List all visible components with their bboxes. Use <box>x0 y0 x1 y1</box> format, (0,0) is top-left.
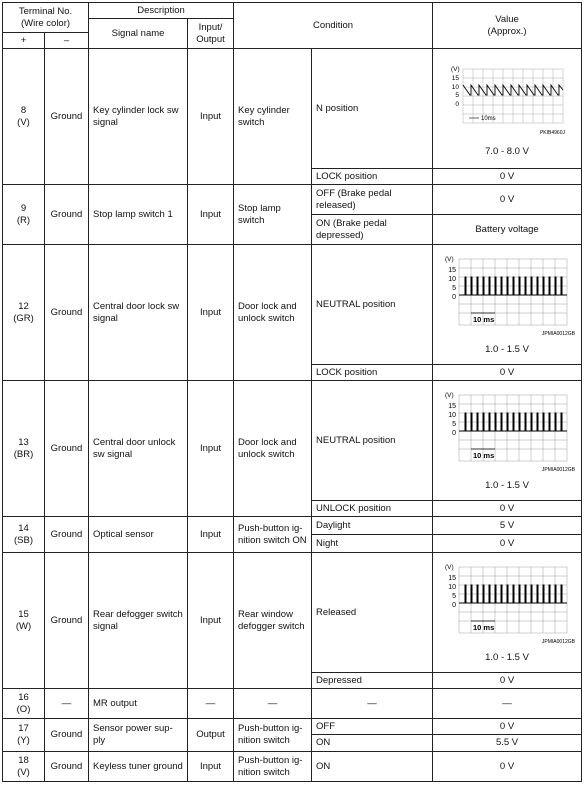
svg-text:10: 10 <box>448 583 457 591</box>
terminal-minus: Ground <box>45 381 89 517</box>
signal-name: Stop lamp switch 1 <box>89 185 188 245</box>
signal-name: MR output <box>89 689 188 719</box>
svg-text:5: 5 <box>455 91 460 99</box>
time-scale-label: 10ms <box>481 115 496 122</box>
time-scale-label: 10 ms <box>473 450 495 460</box>
waveform-units: (V) <box>451 65 460 73</box>
terminal-plus: 12 (GR) <box>3 245 45 381</box>
time-scale-label: 10 ms <box>473 314 495 324</box>
signal-value: — <box>433 689 582 719</box>
terminal-plus: 9 (R) <box>3 185 45 245</box>
signal-name: Sensor power sup- ply <box>89 719 188 752</box>
condition-state: UNLOCK position <box>312 501 433 517</box>
input-output: Input <box>188 245 234 381</box>
terminal-plus: 8 (V) <box>3 49 45 185</box>
signal-value: 0 V <box>433 169 582 185</box>
terminal-minus: — <box>45 689 89 719</box>
condition-state: Night <box>312 535 433 553</box>
terminal-minus: Ground <box>45 245 89 381</box>
signal-value: 1.0 - 1.5 V <box>485 479 529 491</box>
signal-value: 0 V <box>433 501 582 517</box>
signal-value: 5.5 V <box>433 735 582 752</box>
signal-value: 0 V <box>433 185 582 215</box>
svg-text:(V): (V) <box>445 563 454 571</box>
signal-value: 0 V <box>433 719 582 735</box>
signal-name: Optical sensor <box>89 517 188 553</box>
signal-value: 7.0 - 8.0 V <box>485 145 529 157</box>
signal-name: Keyless tuner ground <box>89 752 188 782</box>
header-description: Description <box>89 3 234 19</box>
svg-text:0: 0 <box>452 601 457 609</box>
terminal-minus: Ground <box>45 719 89 752</box>
input-output: — <box>188 689 234 719</box>
condition: Stop lamp switch <box>234 185 312 245</box>
terminal-table <box>2 2 582 782</box>
input-output: Input <box>188 517 234 553</box>
svg-text:5: 5 <box>452 420 457 428</box>
signal-value: 0 V <box>433 535 582 553</box>
svg-text:10: 10 <box>451 83 460 91</box>
condition-state: ON (Brake pedal depressed) <box>312 215 433 245</box>
svg-text:(V): (V) <box>445 255 454 263</box>
svg-text:0: 0 <box>452 429 457 437</box>
header-terminal-no: Terminal No. (Wire color) <box>3 3 89 33</box>
oscilloscope-waveform <box>437 391 577 479</box>
waveform-cell <box>433 245 582 365</box>
condition-state: Depressed <box>312 673 433 689</box>
input-output: Input <box>188 185 234 245</box>
condition-state: Daylight <box>312 517 433 535</box>
svg-text:5: 5 <box>452 284 457 292</box>
condition-state: ON <box>312 735 433 752</box>
header-condition: Condition <box>234 3 433 49</box>
signal-value: 1.0 - 1.5 V <box>485 343 529 355</box>
header-minus: – <box>45 33 89 49</box>
waveform-cell <box>433 381 582 501</box>
svg-text:10: 10 <box>448 411 457 419</box>
header-input-output: Input/ Output <box>188 19 234 49</box>
terminal-plus: 16 (O) <box>3 689 45 719</box>
svg-text:5: 5 <box>452 592 457 600</box>
waveform-cell <box>433 49 582 169</box>
condition-state: ON <box>312 752 433 782</box>
condition-state: Released <box>312 553 433 673</box>
signal-value: 0 V <box>433 752 582 782</box>
signal-name: Central door lock sw signal <box>89 245 188 381</box>
header-value: Value (Approx.) <box>433 3 582 49</box>
terminal-minus: Ground <box>45 185 89 245</box>
input-output: Output <box>188 719 234 752</box>
time-scale-label: 10 ms <box>473 622 495 632</box>
condition-state: OFF (Brake pedal released) <box>312 185 433 215</box>
terminal-plus: 14 (SB) <box>3 517 45 553</box>
terminal-minus: Ground <box>45 752 89 782</box>
input-output: Input <box>188 553 234 689</box>
signal-value: 0 V <box>433 365 582 381</box>
condition-state: NEUTRAL position <box>312 381 433 501</box>
condition-state: NEUTRAL position <box>312 245 433 365</box>
svg-text:10: 10 <box>448 275 457 283</box>
figure-code: JPMIA0012GB <box>541 638 576 645</box>
signal-name: Key cylinder lock sw signal <box>89 49 188 185</box>
condition-state: OFF <box>312 719 433 735</box>
condition: Key cylinder switch <box>234 49 312 185</box>
signal-value: 0 V <box>433 673 582 689</box>
terminal-minus: Ground <box>45 553 89 689</box>
condition: Door lock and unlock switch <box>234 381 312 517</box>
svg-text:15: 15 <box>448 402 457 410</box>
figure-code: JPMIA0012GB <box>541 330 576 337</box>
waveform-cell <box>433 553 582 673</box>
signal-name: Central door unlock sw signal <box>89 381 188 517</box>
condition-state: LOCK position <box>312 365 433 381</box>
condition: Push-button ig- nition switch <box>234 719 312 752</box>
condition: Push-button ig- nition switch ON <box>234 517 312 553</box>
oscilloscope-waveform <box>437 563 577 651</box>
svg-text:15: 15 <box>451 74 460 82</box>
terminal-plus: 18 (V) <box>3 752 45 782</box>
condition: Rear window defogger switch <box>234 553 312 689</box>
svg-text:15: 15 <box>448 574 457 582</box>
figure-code: PKIB4960J <box>540 129 566 136</box>
condition: — <box>234 689 312 719</box>
signal-value: 5 V <box>433 517 582 535</box>
svg-text:0: 0 <box>452 293 457 301</box>
signal-name: Rear defogger switch signal <box>89 553 188 689</box>
condition-state: N position <box>312 49 433 169</box>
svg-text:0: 0 <box>455 100 460 108</box>
condition-state: — <box>312 689 433 719</box>
signal-value: Battery voltage <box>433 215 582 245</box>
terminal-minus: Ground <box>45 517 89 553</box>
terminal-minus: Ground <box>45 49 89 185</box>
input-output: Input <box>188 752 234 782</box>
signal-value: 1.0 - 1.5 V <box>485 651 529 663</box>
svg-text:(V): (V) <box>445 391 454 399</box>
condition: Door lock and unlock switch <box>234 245 312 381</box>
terminal-plus: 17 (Y) <box>3 719 45 752</box>
header-signal-name: Signal name <box>89 19 188 49</box>
terminal-plus: 13 (BR) <box>3 381 45 517</box>
input-output: Input <box>188 381 234 517</box>
svg-text:15: 15 <box>448 266 457 274</box>
oscilloscope-waveform <box>447 61 567 145</box>
condition: Push-button ig- nition switch <box>234 752 312 782</box>
header-plus: + <box>3 33 45 49</box>
terminal-plus: 15 (W) <box>3 553 45 689</box>
condition-state: LOCK position <box>312 169 433 185</box>
input-output: Input <box>188 49 234 185</box>
figure-code: JPMIA0012GB <box>541 466 576 473</box>
oscilloscope-waveform <box>437 255 577 343</box>
